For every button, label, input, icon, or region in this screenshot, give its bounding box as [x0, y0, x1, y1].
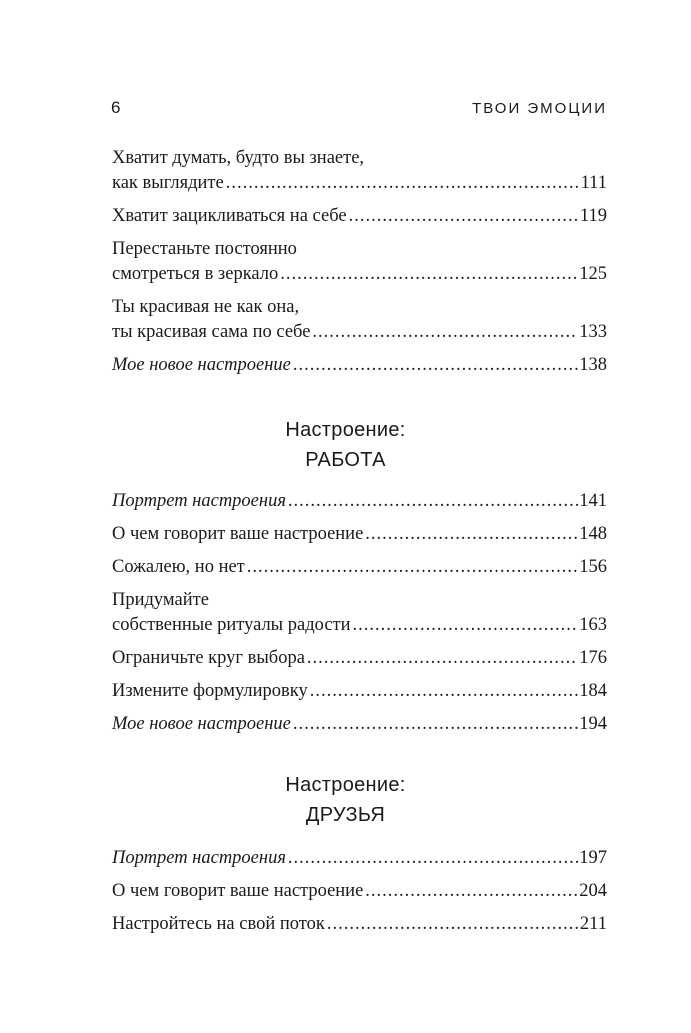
toc-page-number: 125 — [579, 264, 607, 284]
toc-entry-title-line1: Придумайте — [112, 590, 209, 610]
toc-entry-title: как выглядите — [112, 173, 224, 193]
dot-leader — [312, 320, 578, 345]
dot-leader — [307, 646, 578, 671]
toc-page-number: 133 — [579, 322, 607, 342]
dot-leader — [280, 262, 578, 287]
toc-entry-title: Мое новое настроение — [112, 714, 291, 734]
chapter-label: Настроение: — [285, 419, 406, 441]
dot-leader — [293, 712, 578, 737]
toc-entry-title: собственные ритуалы радости — [112, 615, 351, 635]
dot-leader — [288, 489, 578, 514]
chapter-name: ДРУЗЬЯ — [305, 804, 386, 826]
running-header: ТВОИ ЭМОЦИИ — [472, 100, 607, 117]
dot-leader — [365, 879, 578, 904]
toc-entry-title-line1: Перестаньте постоянно — [112, 239, 297, 259]
toc-entry-title: Сожалею, но нет — [112, 557, 245, 577]
toc-entry-title-line1: Хватит думать, будто вы знаете, — [112, 148, 365, 168]
chapter-name: РАБОТА — [305, 449, 386, 471]
toc-entry[interactable] — [112, 522, 607, 547]
toc-page-number: 148 — [579, 524, 607, 544]
toc-entry[interactable] — [112, 879, 607, 904]
toc-section-work — [112, 489, 607, 745]
chapter-heading-work — [0, 415, 691, 475]
toc-page-number: 111 — [580, 173, 607, 193]
chapter-heading-friends — [0, 770, 691, 830]
toc-entry-title-line1: Ты красивая не как она, — [112, 297, 300, 317]
dot-leader — [247, 555, 578, 580]
toc-entry[interactable] — [112, 237, 607, 287]
toc-entry-title: Настройтесь на свой поток — [112, 914, 325, 934]
toc-entry[interactable] — [112, 912, 607, 937]
toc-entry-title: Портрет настроения — [112, 848, 286, 868]
toc-entry[interactable] — [112, 146, 607, 196]
toc-entry-title: ты красивая сама по себе — [112, 322, 311, 342]
toc-entry-title: Измените формулировку — [112, 681, 308, 701]
dot-leader — [327, 912, 579, 937]
toc-page-number: 138 — [579, 355, 607, 375]
page-number: 6 — [111, 98, 121, 117]
toc-entry-title: Мое новое настроение — [112, 355, 291, 375]
toc-entry[interactable] — [112, 295, 607, 345]
dot-leader — [293, 353, 578, 378]
toc-entry-title: Портрет настроения — [112, 491, 286, 511]
toc-section-friends — [112, 846, 607, 945]
toc-page-number: 197 — [579, 848, 607, 868]
toc-entry-title: смотреться в зеркало — [112, 264, 279, 284]
toc-page-number: 194 — [579, 714, 607, 734]
toc-page-number: 156 — [579, 557, 607, 577]
toc-page-number: 176 — [579, 648, 607, 668]
dot-leader — [226, 171, 580, 196]
toc-page-number: 119 — [579, 206, 607, 226]
toc-page-number: 163 — [579, 615, 607, 635]
toc-entry[interactable] — [112, 712, 607, 737]
toc-entry-title: Хватит зацикливаться на себе — [112, 206, 347, 226]
dot-leader — [353, 613, 579, 638]
toc-entry[interactable] — [112, 555, 607, 580]
toc-entry[interactable] — [112, 204, 607, 229]
toc-section-top — [112, 146, 607, 386]
chapter-label: Настроение: — [285, 774, 406, 796]
dot-leader — [349, 204, 579, 229]
dot-leader — [365, 522, 578, 547]
toc-page-number: 211 — [579, 914, 607, 934]
toc-entry[interactable] — [112, 646, 607, 671]
dot-leader — [288, 846, 578, 871]
toc-entry-title: Ограничьте круг выбора — [112, 648, 305, 668]
toc-entry-title: О чем говорит ваше настроение — [112, 881, 364, 901]
toc-entry[interactable] — [112, 588, 607, 638]
toc-entry[interactable] — [112, 489, 607, 514]
toc-entry-title: О чем говорит ваше настроение — [112, 524, 364, 544]
toc-entry[interactable] — [112, 353, 607, 378]
toc-page-number: 204 — [579, 881, 607, 901]
toc-entry[interactable] — [112, 846, 607, 871]
toc-page-number: 184 — [579, 681, 607, 701]
toc-page-number: 141 — [579, 491, 607, 511]
dot-leader — [310, 679, 579, 704]
toc-entry[interactable] — [112, 679, 607, 704]
